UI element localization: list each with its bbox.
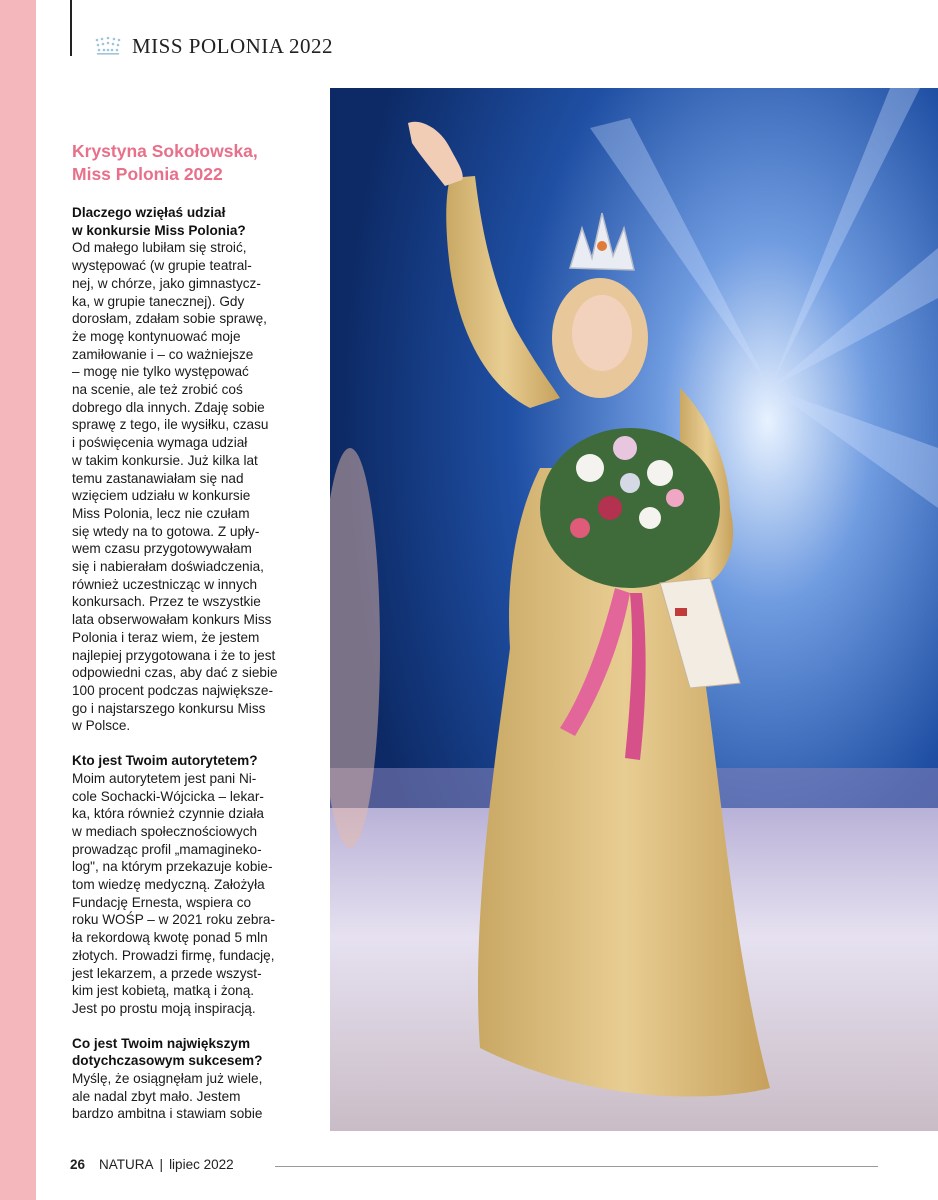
qa-block-3 [72, 1035, 287, 1124]
article-column [72, 140, 287, 1140]
question-line: Dlaczego wzięłaś udział [72, 205, 226, 220]
answer-line: roku WOŚP – w 2021 roku zebra- [72, 912, 275, 928]
qa-block-1 [72, 204, 287, 735]
answer-line: Myślę, że osiągnęłam już wiele, [72, 1071, 263, 1087]
answer-line: dorosłam, zdałam sobie sprawę, [72, 311, 267, 327]
section-title: MISS POLONIA 2022 [132, 33, 334, 58]
magazine-name: NATURA [99, 1156, 154, 1172]
answer-line: cole Sochacki-Wójcicka – lekar- [72, 788, 264, 804]
answer-line: się i nabierałam doświadczenia, [72, 559, 264, 575]
answer-line: tom wiedzę medyczną. Założyła [72, 877, 265, 893]
answer-line: konkursach. Przez te wszystkie [72, 594, 261, 610]
answer-line: bardzo ambitna i stawiam sobie [72, 1106, 263, 1122]
question-line: dotychczasowym sukcesem? [72, 1053, 263, 1069]
winner-photo [330, 88, 938, 1131]
answer-line: log", na którym przekazuje kobie- [72, 859, 273, 875]
answer-2 [72, 770, 287, 1018]
answer-line: również uczestnicząc w innych [72, 576, 258, 592]
headline-line: Miss Polonia 2022 [72, 164, 223, 184]
footer-separator: | [159, 1156, 164, 1172]
answer-line: dobrego dla innych. Zdaję sobie [72, 399, 265, 415]
side-color-strip [0, 0, 36, 1200]
article-headline [72, 140, 287, 186]
page-footer [70, 1155, 234, 1173]
answer-line: odpowiedni czas, aby dać z siebie [72, 665, 278, 681]
question-line: w konkursie Miss Polonia? [72, 222, 246, 238]
question-line: Co jest Twoim największym [72, 1035, 251, 1051]
answer-line: wzięciem udziału w konkursie [72, 488, 251, 504]
answer-line: go i najstarszego konkursu Miss [72, 700, 266, 716]
answer-line: Jest po prostu moją inspiracją. [72, 1000, 256, 1016]
qa-block-2 [72, 752, 287, 1018]
question-1 [72, 204, 287, 239]
answer-line: Polonia i teraz wiem, że jestem [72, 629, 260, 645]
issue-date: lipiec 2022 [169, 1156, 234, 1172]
answer-line: ka, która również czynnie działa [72, 806, 264, 822]
answer-line: i poświęcenia wymaga udział [72, 435, 248, 451]
answer-line: złotych. Prowadzi firmę, fundację, [72, 947, 275, 963]
section-header [94, 32, 333, 60]
answer-line: się wtedy na to gotowa. Z upły- [72, 523, 260, 539]
answer-line: jest lekarzem, a przede wszyst- [72, 965, 262, 981]
answer-line: lata obserwowałam konkurs Miss [72, 612, 272, 628]
answer-line: sprawę z tego, ile wysiłku, czasu [72, 417, 269, 433]
answer-line: nej, w chórze, jako gimnastycz- [72, 275, 261, 291]
answer-line: w Polsce. [72, 718, 131, 734]
crown-jewel [597, 241, 607, 251]
answer-line: ale nadal zbyt mało. Jestem [72, 1088, 241, 1104]
answer-line: temu zastanawiałam się nad [72, 470, 244, 486]
face [572, 295, 632, 371]
answer-line: Fundację Ernesta, wspiera co [72, 894, 252, 910]
answer-1 [72, 239, 287, 735]
headline-line: Krystyna Sokołowska, [72, 141, 258, 161]
answer-line: w takim konkursie. Już kilka lat [72, 452, 258, 468]
question-2 [72, 752, 287, 770]
header-vertical-rule [70, 0, 72, 56]
question-line: Kto jest Twoim autorytetem? [72, 753, 258, 769]
answer-line: Moim autorytetem jest pani Ni- [72, 770, 257, 786]
answer-line: występować (w grupie teatral- [72, 258, 252, 274]
answer-line: ka, w grupie tanecznej). Gdy [72, 293, 245, 309]
footer-rule [275, 1166, 878, 1167]
page-number: 26 [70, 1156, 86, 1172]
answer-line: ła rekordową kwotę ponad 5 mln [72, 930, 268, 946]
answer-line: – mogę nie tylko występować [72, 364, 249, 380]
answer-line: 100 procent podczas największe- [72, 682, 273, 698]
answer-line: prowadząc profil „mamagineko- [72, 841, 262, 857]
crown-icon [94, 36, 122, 56]
answer-line: kim jest kobietą, matką i żoną. [72, 983, 255, 999]
answer-line: Miss Polonia, lecz nie czułam [72, 505, 250, 521]
answer-line: Od małego lubiłam się stroić, [72, 240, 247, 256]
answer-line: zamiłowanie i – co ważniejsze [72, 346, 254, 362]
flower-bouquet [540, 428, 720, 588]
sash-logo [675, 608, 687, 616]
answer-line: najlepiej przygotowana i że to jest [72, 647, 276, 663]
answer-3 [72, 1070, 287, 1123]
answer-line: wem czasu przygotowywałam [72, 541, 252, 557]
winner-photo-illustration [330, 88, 938, 1131]
question-3 [72, 1035, 287, 1070]
answer-line: na scenie, ale też zrobić coś [72, 382, 243, 398]
answer-line: w mediach społecznościowych [72, 823, 258, 839]
answer-line: że mogę kontynuować moje [72, 328, 241, 344]
